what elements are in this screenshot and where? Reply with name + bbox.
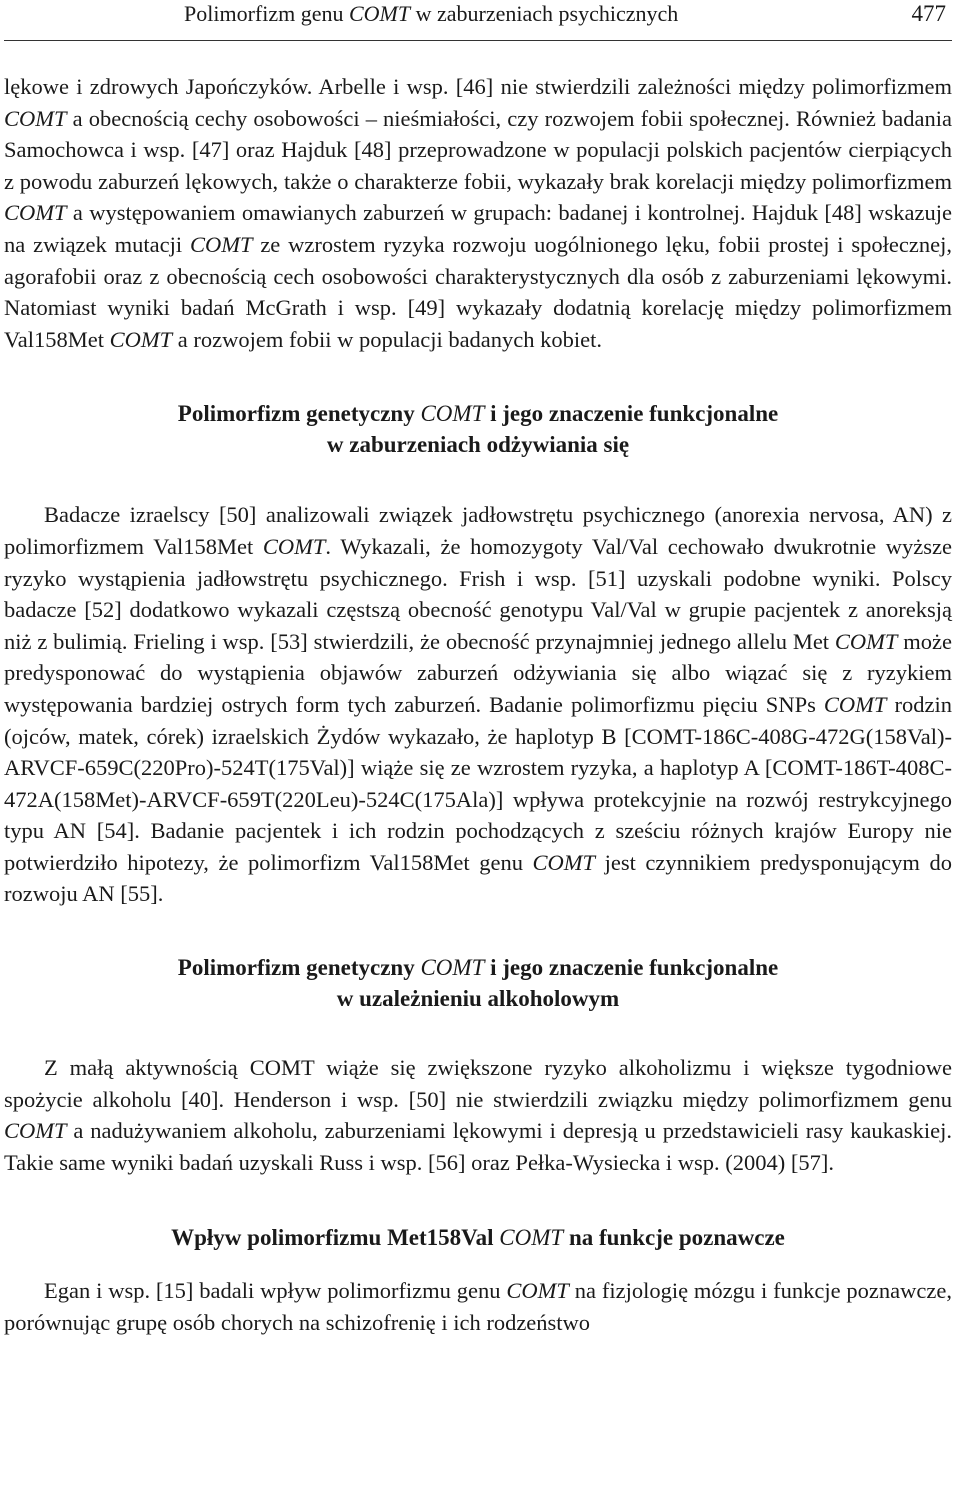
paragraph-anxiety-continued: lękowe i zdrowych Japończyków. Arbelle i wsp. [46] nie stwierdzili zależności między polimorfizmem COMT a obecnością cechy osobowości – nieśmiałości, czy rozwojem fobii społecznej. Również badania Samochowca i wsp. [47] oraz Hajduk [48] przeprowadzone w populacji polskich pacjentów cierpiących z powodu zaburzeń lękowych, także o charakterze fobii, wykazały brak korelacji między polimorfizmem COMT a występowaniem omawianych zaburzeń w grupach: badanej i kontrolnej. Hajduk [48] wskazuje na związek mutacji COMT ze wzrostem ryzyka rozwoju uogólnionego lęku, fobii prostej i społecznej, agorafobii oraz z obecnością cech osobowości charakterystycznych dla osób z zaburzeniami lękowymi. Natomiast wyniki badań McGrath i wsp. [49] wykazały dodatnią korelację między polimorfizmem Val158Met COMT a rozwojem fobii w populacji badanych kobiet. bbox=[4, 74, 952, 352]
gene-name: COMT bbox=[348, 1, 411, 26]
gene-name: COMT bbox=[834, 628, 898, 654]
gene-name: COMT bbox=[506, 1278, 569, 1304]
gene-name: COMT bbox=[420, 955, 485, 981]
gene-name: COMT bbox=[262, 533, 326, 559]
paragraph-cognitive-functions: Egan i wsp. [15] badali wpływ polimorfizmu genu COMT na fizjologię mózgu i funkcje poznawcze, porównując grupę osób chorych na schizofrenię i ich rodzeństwo bbox=[4, 1278, 952, 1336]
running-header bbox=[4, 0, 952, 41]
paragraph-eating-disorders: Badacze izraelscy [50] analizowali związek jadłowstrętu psychicznego (anorexia nervosa, AN) z polimorfizmem Val158Met COMT. Wykazali, że homozygoty Val/Val cechowało dwukrotnie wyższe ryzyko wystąpienia jadłowstrętu psychicznego. Frish i wsp. [51] uzyskali podobne wyniki. Polscy badacze [52] dodatkowo wykazali częstszą obecność genotypu Val/Val w grupie pacjentek z anoreksją niż z bulimią. Frieling i wsp. [53] stwierdzili, że obecność przynajmniej jednego allelu Met COMT może predysponować do wystąpienia objawów zaburzeń odżywiania się albo wiązać się z ryzykiem występowania bardziej ostrych form tych zaburzeń. Badanie polimorfizmu pięciu SNPs COMT rodzin (ojców, matek, córek) izraelskich Żydów wykazało, że haplotyp B [COMT-186C-408G-472G(158Val)-ARVCF-659C(220Pro)-524T(175Val)] wiąże się ze wzrostem ryzyka, a haplotyp A [COMT-186T-408C-472A(158Met)-ARVCF-659T(220Leu)-524C(175Ala)] wpływa protekcyjnie na rozwój restrykcyjnego typu AN [54]. Badanie pacjentek i ich rodzin pochodzących z sześciu różnych krajów Europy nie potwierdziło hipotezy, że polimorfizm Val158Met genu COMT jest czynnikiem predysponującym do rozwoju AN [55]. bbox=[4, 502, 953, 907]
gene-name: COMT bbox=[4, 200, 67, 226]
gene-name: COMT bbox=[109, 326, 173, 352]
gene-name: COMT bbox=[189, 231, 253, 257]
section-heading-cognitive-functions: Wpływ polimorfizmu Met158Val COMT na funkcje poznawcze bbox=[171, 1225, 785, 1251]
section-heading-alcohol-dependence: Polimorfizm genetyczny COMT i jego znaczenie funkcjonalne w uzależnieniu alkoholowym bbox=[177, 955, 779, 1012]
section-heading-eating-disorders: Polimorfizm genetyczny COMT i jego znaczenie funkcjonalne w zaburzeniach odżywiania się bbox=[177, 401, 779, 458]
gene-name: COMT bbox=[823, 691, 887, 717]
gene-name: COMT bbox=[499, 1225, 564, 1251]
gene-name: COMT bbox=[4, 1118, 67, 1144]
paragraph-alcohol-dependence: Z małą aktywnością COMT wiąże się zwiększone ryzyko alkoholizmu i większe tygodniowe spożycie alkoholu [40]. Henderson i wsp. [50] nie stwierdzili związku między polimorfizmem genu COMT a nadużywaniem alkoholu, zaburzeniami lękowymi i depresją u przedstawicieli rasy kaukaskiej. Takie same wyniki badań uzyskali Russ i wsp. [56] oraz Pełka-Wysiecka i wsp. (2004) [57]. bbox=[4, 1055, 952, 1175]
gene-name: COMT bbox=[420, 401, 485, 427]
gene-name: COMT bbox=[532, 849, 596, 875]
page-number: 477 bbox=[911, 1, 946, 26]
running-title: Polimorfizm genu COMT w zaburzeniach psychicznych bbox=[184, 1, 679, 26]
gene-name: COMT bbox=[4, 105, 67, 131]
